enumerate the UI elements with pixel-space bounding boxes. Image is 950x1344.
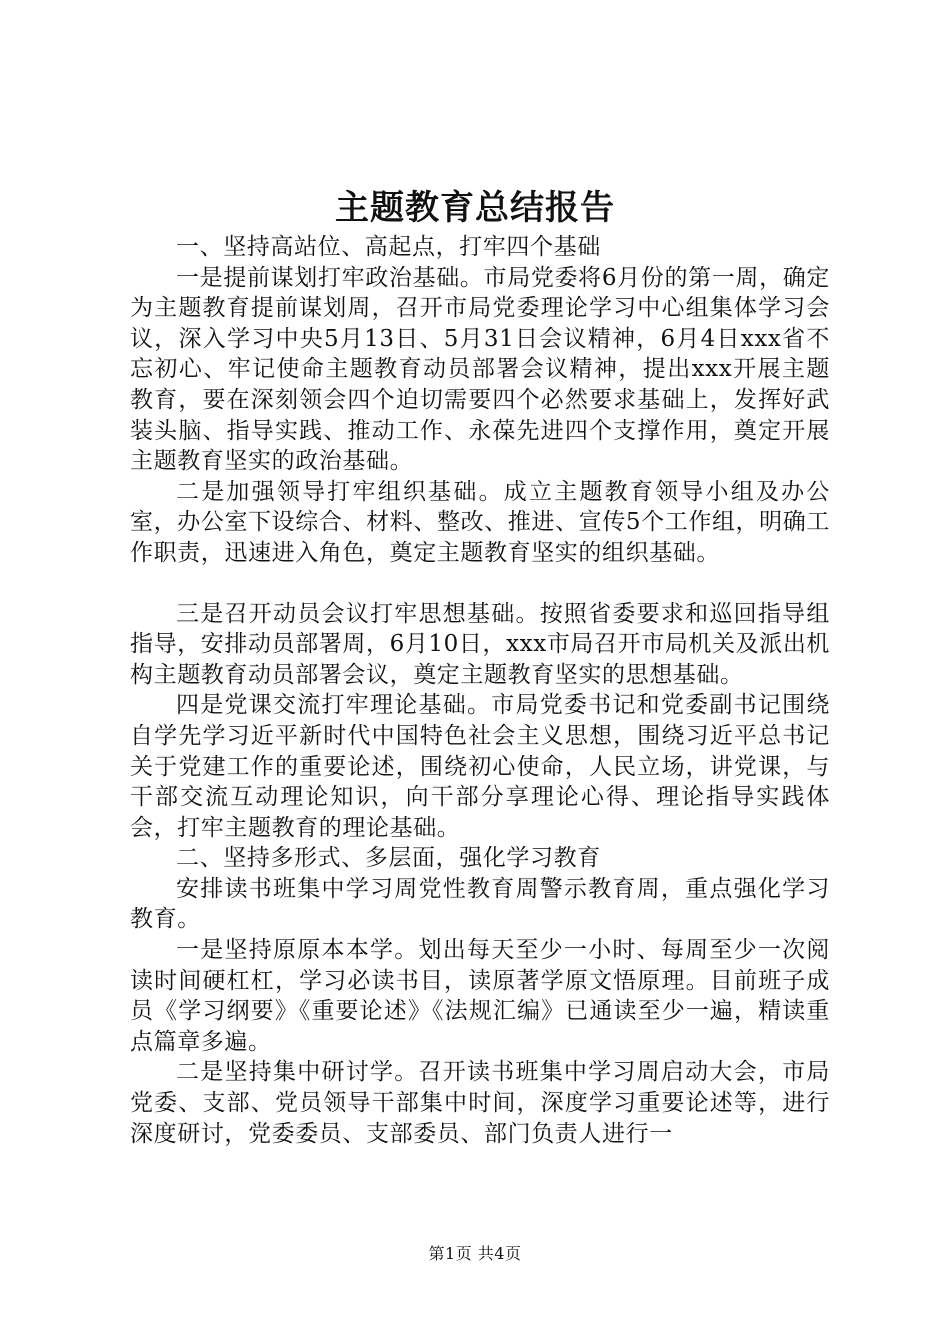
- section-heading-2: 二、坚持多形式、多层面，强化学习教育: [176, 845, 601, 872]
- paragraph-ideological-foundation: 三是召开动员会议打牢思想基础。按照省委要求和巡回指导组指导，安排动员部署周，6月10日，xxx市局召开市局机关及派出机构主题教育动员部署会议，奠定主题教育坚实的思想基础。: [130, 600, 831, 688]
- paragraph-political-foundation: 一是提前谋划打牢政治基础。市局党委将6月份的第一周，确定为主题教育提前谋划周，召开市局党委理论学习中心组集体学习会议，深入学习中央5月13日、5月31日会议精神，6月4日xxx省不忘初心、牢记使命主题教育动员部署会议精神，提出xxx开展主题教育，要在深刻领会四个迫切需要四个必然要求基础上，发挥好武装头脑、指导实践、推动工作、永葆先进四个支撑作用，奠定开展主题教育坚实的政治基础。: [130, 264, 830, 475]
- paragraph-collective-study: 二是坚持集中研讨学。召开读书班集中学习周启动大会，市局党委、支部、党员领导干部集中时间，深度学习重要论述等，进行深度研讨，党委委员、支部委员、部门负责人进行一: [130, 1059, 830, 1147]
- page-footer: 第1页 共4页: [428, 1244, 522, 1263]
- document-body: [130, 232, 830, 1149]
- paragraph-study-arrangement: 安排读书班集中学习周党性教育周警示教育周，重点强化学习教育。: [130, 875, 830, 933]
- section-heading-1: 一、坚持高站位、高起点，打牢四个基础: [176, 234, 601, 260]
- paragraph-original-study: 一是坚持原原本本学。划出每天至少一小时、每周至少一次阅读时间硬杠杠，学习必读书目，读原著学原文悟原理。目前班子成员《学习纲要》《重要论述》《法规汇编》已通读至少一遍，精读重点篇章多遍。: [130, 937, 830, 1055]
- paragraph-organizational-foundation: 二是加强领导打牢组织基础。成立主题教育领导小组及办公室，办公室下设综合、材料、整改、推进、宣传5个工作组，明确工作职责，迅速进入角色，奠定主题教育坚实的组织基础。: [130, 478, 830, 566]
- page-title: 主题教育总结报告: [335, 188, 615, 228]
- paragraph-theoretical-foundation: 四是党课交流打牢理论基础。市局党委书记和党委副书记围绕自学先学习近平新时代中国特色社会主义思想，围绕习近平总书记关于党建工作的重要论述，围绕初心使命，人民立场，讲党课，与干部交流互动理论知识，向干部分享理论心得、理论指导实践体会，打牢主题教育的理论基础。: [130, 692, 830, 841]
